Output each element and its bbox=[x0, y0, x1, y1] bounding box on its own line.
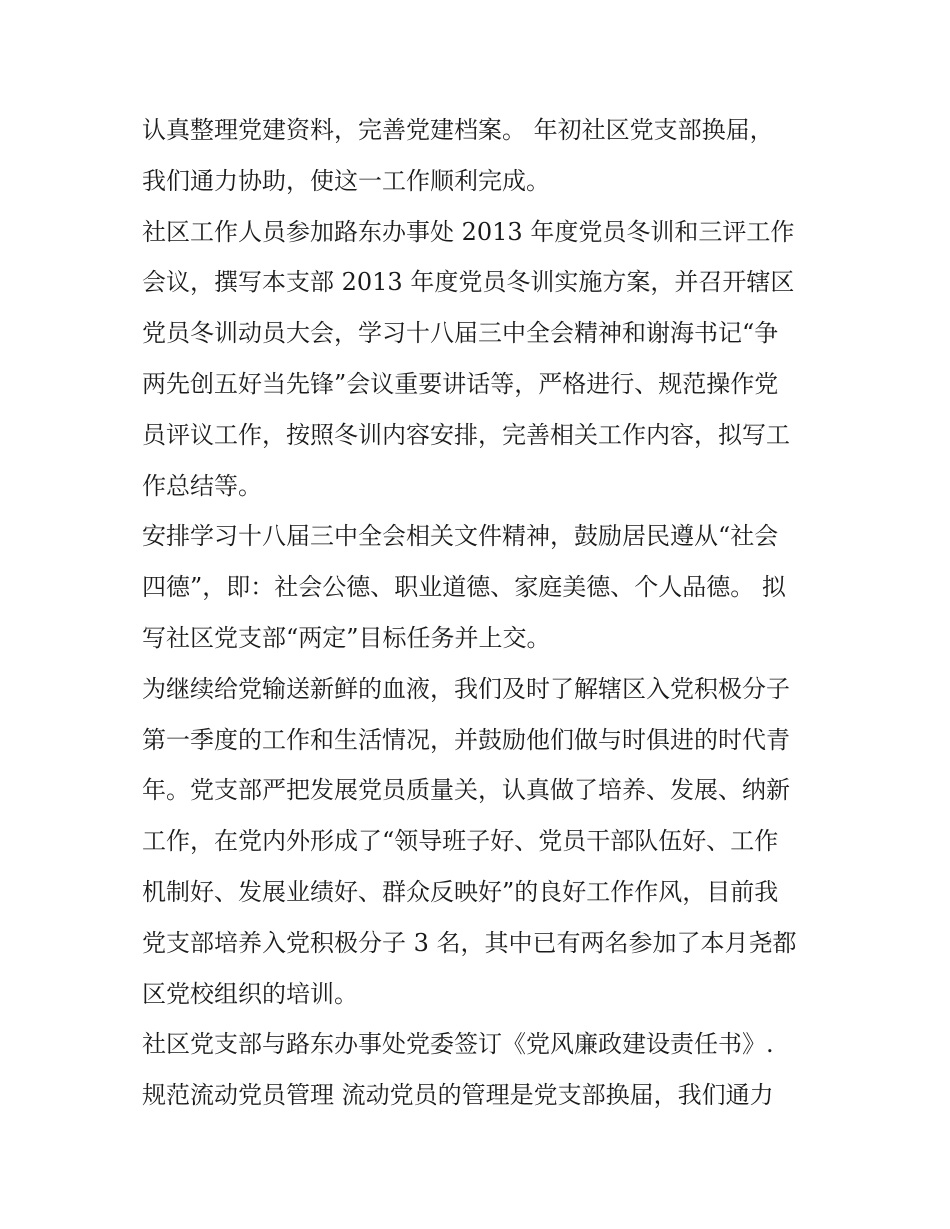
document-body bbox=[142, 105, 822, 1121]
text-line: 我们通力协助，使这一工作顺利完成。 bbox=[142, 166, 550, 195]
text-line: 认真整理党建资料，完善党建档案。 年初社区党支部换届， bbox=[142, 116, 774, 144]
text-line: 区党校组织的培训。 bbox=[142, 979, 358, 1008]
paragraph-four-virtues bbox=[142, 511, 822, 663]
text-line: 作总结等。 bbox=[142, 471, 262, 500]
paragraph-winter-training bbox=[142, 207, 822, 512]
text-line: 工作，在党内外形成了“领导班子好、党员干部队伍好、工作 bbox=[142, 827, 779, 856]
text-line: 党员冬训动员大会，学习十八届三中全会精神和谢海书记“争 bbox=[142, 319, 779, 348]
text-line: 会议，撰写本支部 2013 年度党员冬训实施方案，并召开辖区 bbox=[142, 268, 795, 297]
text-line: 两先创五好当先锋”会议重要讲话等，严格进行、规范操作党 bbox=[142, 369, 779, 398]
text-line: 党支部培养入党积极分子 3 名，其中已有两名参加了本月尧都 bbox=[142, 928, 797, 957]
text-line: 安排学习十八届三中全会相关文件精神，鼓励居民遵从“社会 bbox=[142, 522, 779, 551]
text-line: 规范流动党员管理 流动党员的管理是党支部换届，我们通力 bbox=[142, 1081, 774, 1110]
text-line: 员评议工作，按照冬训内容安排，完善相关工作内容，拟写工 bbox=[142, 420, 790, 449]
text-line: 写社区党支部“两定”目标任务并上交。 bbox=[142, 623, 551, 652]
text-line: 社区党支部与路东办事处党委签订《党风廉政建设责任书》. bbox=[142, 1030, 774, 1059]
text-line: 社区工作人员参加路东办事处 2013 年度党员冬训和三评工作 bbox=[142, 217, 795, 246]
text-line: 为继续给党输送新鲜的血液，我们及时了解辖区入党积极分子 bbox=[142, 674, 790, 703]
text-line: 年。党支部严把发展党员质量关，认真做了培养、发展、纳新 bbox=[142, 776, 790, 805]
text-line: 第一季度的工作和生活情况，并鼓励他们做与时俱进的时代青 bbox=[142, 725, 790, 754]
paragraph-archive bbox=[142, 105, 822, 207]
paragraph-integrity-responsibility bbox=[142, 1019, 822, 1121]
paragraph-party-development bbox=[142, 664, 822, 1020]
text-line: 四德”，即：社会公德、职业道德、家庭美德、个人品德。 拟 bbox=[142, 573, 786, 602]
text-line: 机制好、发展业绩好、群众反映好”的良好工作作风，目前我 bbox=[142, 877, 779, 906]
